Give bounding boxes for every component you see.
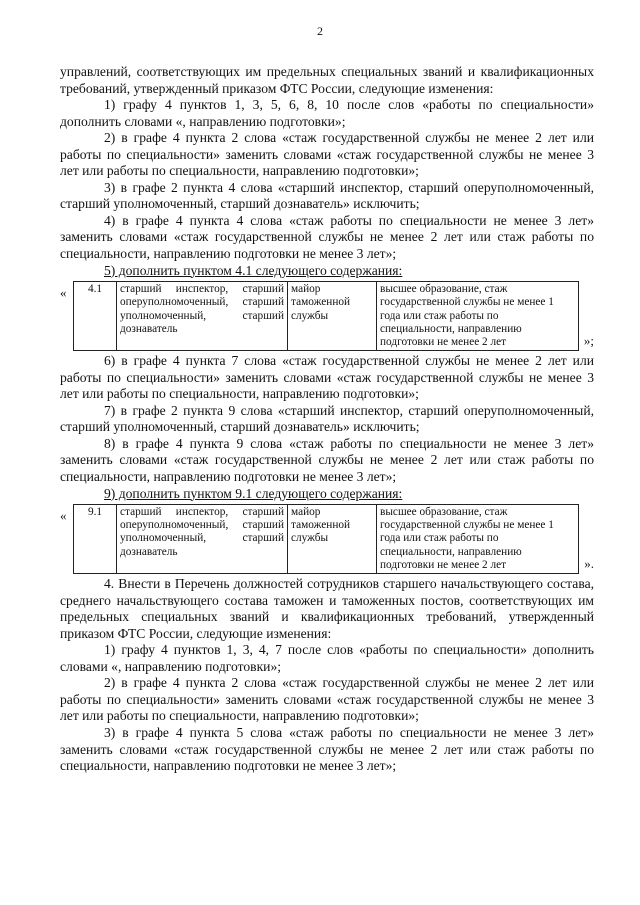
list-item: 4) в графе 4 пункта 4 слова «стаж работы по специальности не менее 3 лет» заменить словами «стаж государственной службы не менее 2 лет или стаж работы по специальности, направлению подготовки не менее 3 лет»;: [60, 212, 594, 262]
table-row: [74, 282, 579, 351]
list-item: 1) графу 4 пунктов 1, 3, 5, 6, 8, 10 после слов «работы по специальности» дополнить словами «, направлению подготовки»;: [60, 97, 594, 129]
close-quote: »;: [583, 332, 594, 348]
cell-requirements: высшее образование, стаж государственной службы не менее 1 года или стаж работы по специальности, направлению подготовки не менее 2 лет: [377, 505, 579, 574]
open-quote: «: [60, 285, 67, 301]
cell-positions: старший инспектор, старший оперуполномоченный, старший уполномоченный, старший дознаватель: [117, 505, 288, 574]
open-quote: «: [60, 508, 67, 524]
insert-table-9-1: [60, 504, 594, 574]
list-item: 8) в графе 4 пункта 9 слова «стаж работы по специальности не менее 3 лет» заменить словами «стаж государственной службы не менее 2 лет или стаж работы по специальности, направлению подготовки не менее 3 лет»;: [60, 435, 594, 484]
document-body: [60, 64, 594, 775]
list-item-text: 9) дополнить пунктом 9.1 следующего содержания:: [104, 485, 403, 501]
section-4-heading: 4. Внести в Перечень должностей сотрудников старшего начальствующего состава, среднего начальствующего состава таможен и таможенных постов, соответствующих им предельных специальных званий и квалификационных требований, утвержденный приказом ФТС России, следующие изменения:: [60, 576, 594, 641]
list-item: [60, 263, 594, 280]
list-item: 6) в графе 4 пункта 7 слова «стаж государственной службы не менее 2 лет или работы по специальности» заменить словами «стаж государственной службы не менее 3 лет или работы по специальности, направлению подготовки»;: [60, 353, 594, 402]
list-item: 3) в графе 4 пункта 5 слова «стаж работы по специальности не менее 3 лет» заменить словами «стаж государственной службы не менее 2 лет или стаж работы по специальности, направлению подготовки не менее 3 лет»;: [60, 724, 594, 774]
list-item-text: 5) дополнить пунктом 4.1 следующего содержания:: [104, 262, 403, 278]
list-item: 7) в графе 2 пункта 9 слова «старший инспектор, старший оперуполномоченный, старший уполномоченный, старший дознаватель» исключить;: [60, 402, 594, 435]
list-item: 3) в графе 2 пункта 4 слова «старший инспектор, старший оперуполномоченный, старший уполномоченный, старший дознаватель» исключить;: [60, 179, 594, 212]
close-quote: ».: [584, 555, 594, 571]
cell-number: 4.1: [74, 282, 117, 351]
list-item: 1) графу 4 пунктов 1, 3, 4, 7 после слов «работы по специальности» дополнить словами «, направлению подготовки»;: [60, 642, 594, 674]
cell-requirements: высшее образование, стаж государственной службы не менее 1 года или стаж работы по специальности, направлению подготовки не менее 2 лет: [377, 282, 579, 351]
list-item: 2) в графе 4 пункта 2 слова «стаж государственной службы не менее 2 лет или работы по специальности» заменить словами «стаж государственной службы не менее 3 лет или работы по специальности, направлению подготовки»;: [60, 675, 594, 724]
list-item: 2) в графе 4 пункта 2 слова «стаж государственной службы не менее 2 лет или работы по специальности» заменить словами «стаж государственной службы не менее 3 лет или работы по специальности, направлению подготовки»;: [60, 130, 594, 179]
cell-rank: майор таможенной службы: [288, 282, 377, 351]
intro-paragraph: управлений, соответствующих им предельных специальных званий и квалификационных требований, утвержденный приказом ФТС России, следующие изменения:: [60, 64, 594, 96]
table: [73, 504, 579, 574]
table: [73, 281, 579, 351]
cell-positions: старший инспектор, старший оперуполномоченный, старший уполномоченный, старший дознаватель: [117, 282, 288, 351]
page-number: 2: [317, 24, 323, 38]
cell-number: 9.1: [74, 505, 117, 574]
insert-table-4-1: [60, 281, 594, 351]
list-item: [60, 486, 594, 503]
cell-rank: майор таможенной службы: [288, 505, 377, 574]
table-row: [74, 505, 579, 574]
